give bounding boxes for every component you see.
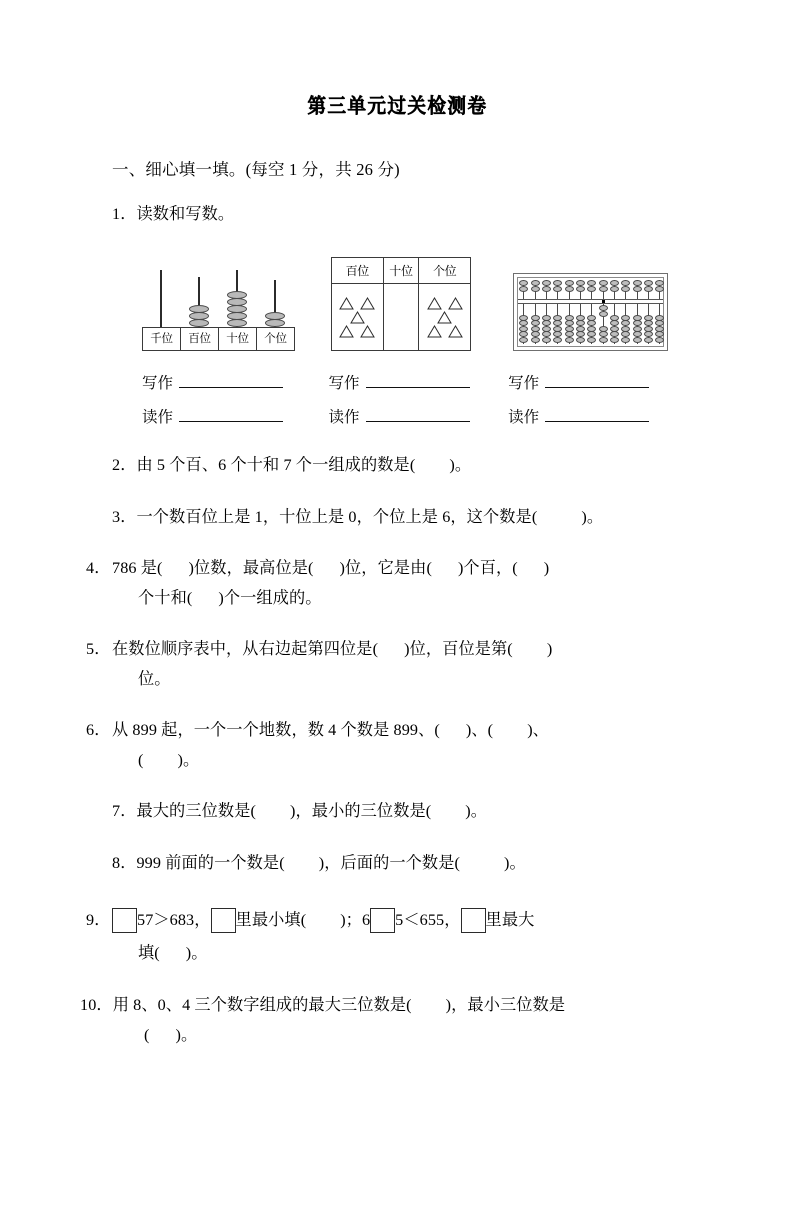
counter-base (142, 327, 295, 351)
question-1 (112, 200, 683, 229)
triangle-icon (448, 325, 463, 338)
place-value-triangle-table (331, 257, 471, 351)
question-6-line1-b: )、( (465, 721, 494, 740)
write-blank-1[interactable] (179, 373, 283, 388)
triangle-row (437, 311, 452, 324)
question-7-number: 7． (112, 802, 137, 821)
abacus-beam (518, 299, 663, 304)
question-8-text-b: )，后面的一个数是( (318, 853, 460, 872)
question-8-number: 8． (112, 853, 137, 872)
abacus-bead-upper[interactable] (644, 286, 653, 292)
counter-label-gewei: 个位 (264, 332, 287, 345)
abacus-bead-lower[interactable] (599, 337, 608, 343)
abacus-bead-lower[interactable] (565, 337, 574, 343)
pv-header-shiwei: 十位 (383, 258, 419, 284)
write-blank-3[interactable] (545, 373, 649, 388)
read-label: 读作 (328, 409, 360, 427)
fill-box-2[interactable] (211, 908, 236, 933)
abacus-bead-lower[interactable] (553, 337, 562, 343)
question-3-number: 3． (112, 507, 137, 526)
question-6-line2-a: ( (138, 750, 144, 769)
triangle-row (427, 297, 463, 310)
question-6: 6．从 899 起，一个一个地数，数 4 个数是 899、( )、( )、 ( )。 (86, 721, 549, 769)
question-10-line1-b: )，最小三位数是 (445, 996, 566, 1015)
question-3-text-b: )。 (581, 507, 604, 526)
question-5-line1-b: )位，百位是第( (404, 640, 513, 659)
question-9-seg-d: 5＜655， (395, 911, 461, 930)
question-4-line2-b: )个一组成的。 (218, 588, 322, 607)
read-line (142, 405, 683, 427)
question-8 (112, 849, 683, 878)
figure-triangle-table-cell (323, 257, 505, 351)
abacus-bead-lower[interactable] (655, 337, 664, 343)
abacus-bead-upper[interactable] (633, 286, 642, 292)
question-2 (112, 451, 683, 480)
question-8-text-c: )。 (504, 853, 526, 872)
page-title: 第三单元过关检测卷 (307, 95, 488, 118)
question-5-line2: 位。 (138, 669, 171, 688)
read-blank-3[interactable] (545, 407, 649, 422)
abacus-bead-upper[interactable] (655, 286, 664, 292)
triangle-icon (350, 311, 365, 324)
question-9-line2-a: 填( (138, 943, 160, 962)
abacus-bead-lower[interactable] (531, 337, 540, 343)
write-label: 写作 (328, 375, 360, 393)
abacus-bead-upper[interactable] (621, 286, 630, 292)
triangle-row (427, 325, 463, 338)
write-item-3 (508, 371, 683, 393)
abacus-bead-upper[interactable] (531, 286, 540, 292)
write-item-1 (142, 371, 328, 393)
table-header-row (331, 258, 470, 284)
section-heading: 一、细心填一填。(每空 1 分，共 26 分) (112, 160, 400, 179)
question-2-text-a: 由 5 个百、6 个十和 7 个一组成的数是( (136, 456, 416, 475)
counter-label-qianwei: 千位 (143, 328, 181, 350)
question-3-text-a: 一个数百位上是 1，十位上是 0，个位上是 6，这个数是( (136, 507, 538, 526)
counter-bead (265, 319, 285, 327)
abacus-bead-lower[interactable] (644, 337, 653, 343)
read-item-2 (328, 405, 508, 427)
pv-cell-gewei (419, 284, 471, 351)
question-4-line1-a: 786 是( (112, 559, 163, 578)
abacus-bead-lower[interactable] (576, 337, 585, 343)
write-item-2 (328, 371, 508, 393)
triangle-icon (427, 325, 442, 338)
chinese-abacus (513, 273, 668, 351)
abacus-bead-lower[interactable] (621, 337, 630, 343)
triangle-row (339, 297, 375, 310)
abacus-beam-marker-dot (602, 300, 605, 303)
question-10-number: 10． (80, 996, 113, 1015)
question-6-line2-b: )。 (177, 750, 200, 769)
question-6-line1-c: )、 (527, 721, 549, 740)
counter-label-baiwei: 百位 (181, 328, 219, 350)
read-blank-2[interactable] (366, 407, 470, 422)
write-line (142, 371, 683, 393)
question-10-line2-b: )。 (175, 1025, 198, 1044)
abacus-bead-upper[interactable] (610, 286, 619, 292)
question-9: 9． 57＞683， 里最小填( )；6 5＜655， 里最大 填( )。 (112, 904, 683, 969)
table-row (331, 284, 470, 351)
question-10 (80, 991, 683, 1050)
place-value-counter (142, 269, 295, 351)
question-9-seg-e: 里最大 (485, 911, 535, 930)
abacus-bead-upper[interactable] (553, 286, 562, 292)
question-10-line1-a: 用 8、0、4 三个数字组成的最大三位数是( (112, 996, 412, 1015)
question-4-line1-d: )个百，( (457, 559, 518, 578)
counter-bead (227, 319, 247, 327)
figure-abacus-cell (505, 273, 683, 351)
question-7-text-b: )，最小的三位数是( (290, 802, 432, 821)
fill-box-4[interactable] (461, 908, 486, 933)
question-4-line1-b: )位数，最高位是( (188, 559, 314, 578)
question-1-figures (142, 257, 683, 351)
triangle-icon (339, 325, 354, 338)
triangle-group (421, 297, 468, 338)
abacus-bead-lower[interactable] (633, 337, 642, 343)
counter-label-shiwei: 十位 (219, 328, 257, 350)
counter-rod-qianwei (160, 270, 162, 327)
question-8-text-a: 999 前面的一个数是( (136, 853, 285, 872)
question-10-line2-a: ( (144, 1025, 150, 1044)
question-7-text-c: )。 (465, 802, 488, 821)
abacus-frame (517, 277, 664, 347)
read-item-1 (142, 405, 328, 427)
abacus-bead-upper[interactable] (576, 286, 585, 292)
question-4-line1-c: )位，它是由( (339, 559, 432, 578)
question-2-number: 2． (112, 456, 137, 475)
abacus-bead-upper[interactable] (519, 286, 528, 292)
triangle-icon (448, 297, 463, 310)
fill-box-3[interactable] (370, 908, 395, 933)
abacus-bead-upper[interactable] (565, 286, 574, 292)
question-4-line1-e: ) (543, 559, 550, 578)
question-3 (112, 503, 683, 532)
question-6-line1-a: 从 899 起，一个一个地数，数 4 个数是 899、( (112, 721, 440, 740)
write-read-blanks (142, 371, 683, 427)
triangle-group (334, 297, 381, 338)
question-4-line2-a: 个十和( (138, 588, 193, 607)
worksheet-page (0, 92, 793, 1214)
triangle-icon (339, 297, 354, 310)
question-5-line1-a: 在数位顺序表中，从右边起第四位是( (112, 640, 379, 659)
triangle-icon (427, 297, 442, 310)
abacus-bead-lower[interactable] (542, 337, 551, 343)
abacus-bead-lower[interactable] (610, 337, 619, 343)
triangle-icon (437, 311, 452, 324)
abacus-bead-lower-active[interactable] (599, 311, 608, 317)
pv-header-baiwei: 百位 (331, 258, 383, 284)
question-1-number: 1． (112, 205, 137, 223)
abacus-bead-upper[interactable] (599, 286, 608, 292)
counter-bead (189, 319, 209, 327)
pv-header-gewei: 个位 (419, 258, 471, 284)
write-label: 写作 (508, 375, 540, 393)
question-2-text-b: )。 (449, 456, 472, 475)
triangle-row (350, 311, 365, 324)
question-9-seg-c: )；6 (340, 911, 371, 930)
question-7 (112, 797, 683, 826)
abacus-bead-upper[interactable] (587, 286, 596, 292)
triangle-icon (360, 325, 375, 338)
question-1-text: 读数和写数。 (136, 205, 235, 223)
read-item-3 (508, 405, 683, 427)
abacus-bead-lower[interactable] (519, 337, 528, 343)
question-5: 5．在数位顺序表中，从右边起第四位是( )位，百位是第( ) 位。 (86, 640, 553, 688)
read-blank-1[interactable] (179, 407, 283, 422)
read-label: 读作 (508, 409, 540, 427)
figure-counter-cell (142, 269, 323, 351)
fill-box-1[interactable] (112, 908, 137, 933)
read-label: 读作 (142, 409, 174, 427)
triangle-row (339, 325, 375, 338)
question-9-seg-a: 57＞683， (137, 911, 211, 930)
question-7-text-a: 最大的三位数是( (136, 802, 256, 821)
write-blank-2[interactable] (366, 373, 470, 388)
abacus-bead-upper[interactable] (542, 286, 551, 292)
question-5-line1-c: ) (546, 640, 553, 659)
write-label: 写作 (142, 375, 174, 393)
pv-cell-baiwei (331, 284, 383, 351)
question-9-seg-b: 里最小填( (235, 911, 307, 930)
pv-cell-shiwei (383, 284, 419, 351)
question-4: 4．786 是( )位数，最高位是( )位，它是由( )个百，( ) 个十和( )个一组成的。 (86, 559, 550, 607)
abacus-bead-lower[interactable] (587, 337, 596, 343)
triangle-icon (360, 297, 375, 310)
question-9-line2-b: )。 (185, 943, 208, 962)
